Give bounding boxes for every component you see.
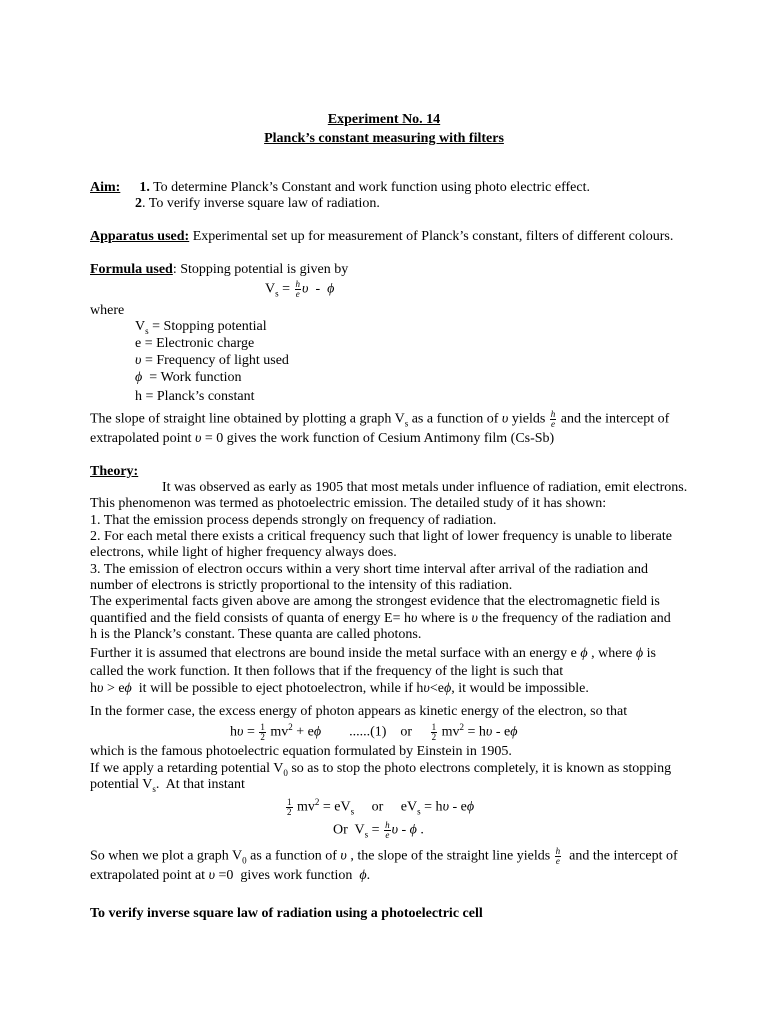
h-over-e-fraction: $\frac{h}{e}$ bbox=[295, 279, 301, 299]
theory-former-line: In the former case, the excess energy of photon appears as kinetic energy of the electron, so that bbox=[90, 704, 628, 719]
apparatus-line bbox=[90, 229, 673, 245]
aim-label: Aim: bbox=[90, 180, 121, 195]
slope-line-2: extrapolated point υ = 0 gives the work function of Cesium Antimony film (Cs-Sb) bbox=[90, 431, 555, 446]
equation-1: hυ = $\frac{1}{2}$ $mv^2 + e\phi$ ......(1) or $\frac{1}{2}$ $mv^2 = h\upsilon - e\phi$ bbox=[230, 722, 518, 742]
theory-line-8: The experimental facts given above are among the strongest evidence that the electromagnetic field is bbox=[90, 594, 660, 609]
theory-line-7: number of electrons is strictly proportional to the intensity of this radiation. bbox=[90, 578, 513, 593]
equation-2: $\frac{1}{2}$ $mv^2 = eV_s$ or $eV_s = h\upsilon - e\phi$ bbox=[287, 797, 475, 817]
one-half-fraction: $\frac{1}{2}$ bbox=[260, 722, 265, 742]
theory-retard-line: If we apply a retarding potential $V_0$ so as to stop the photo electrons completely, it is known as stopping bbox=[90, 761, 672, 778]
page-title: Experiment No. 14 bbox=[327, 112, 441, 127]
theory-condition-line: hυ > eϕ it will be possible to eject photoelectron, while if hυ<eϕ, it would be impossible. bbox=[90, 681, 589, 696]
where-label: where bbox=[90, 303, 125, 318]
theory-line-3: 1. That the emission process depends strongly on frequency of radiation. bbox=[90, 513, 497, 528]
theory-sowhen-line: So when we plot a graph $V_0$ as a function of υ , the slope of the straight line yields $\frac{h}{e}$ and the intercept of bbox=[90, 846, 678, 866]
equation-3: Or $V_s$ = $\frac{h}{e}$ υ - ϕ . bbox=[333, 820, 424, 840]
theory-potential-line: potential $V_s$. At that instant bbox=[90, 777, 245, 794]
aim-line-1 bbox=[90, 180, 590, 196]
def-h: h = Planck’s constant bbox=[135, 389, 255, 404]
def-vs: $V_s$ = Stopping potential bbox=[135, 319, 267, 336]
slope-line-1: The slope of straight line obtained by plotting a graph $V_s$ as a function of υ yields $\frac{h}{e}$ and the intercept of bbox=[90, 409, 670, 429]
theory-further-line: Further it is assumed that electrons are bound inside the metal surface with an energy e ϕ , where ϕ is bbox=[90, 646, 656, 661]
aim-item-1-text: To determine Planck’s Constant and work function using photo electric effect. bbox=[149, 180, 591, 195]
formula-label: Formula used bbox=[90, 262, 173, 277]
apparatus-label: Apparatus used: bbox=[90, 229, 190, 244]
theory-quanta-line: quantified and the field consists of quanta of energy E= hυ where is υ the frequency of the radiation and bbox=[90, 611, 671, 626]
aim-item-2-text: . To verify inverse square law of radiation. bbox=[142, 196, 380, 211]
h-over-e-fraction: $\frac{h}{e}$ bbox=[385, 820, 390, 840]
aim-item-1-num: 1. bbox=[139, 180, 150, 195]
aim-line-2 bbox=[135, 196, 380, 212]
theory-label: Theory: bbox=[90, 464, 139, 479]
page-subtitle: Planck’s constant measuring with filters bbox=[264, 131, 504, 146]
h-over-e-fraction: $\frac{h}{e}$ bbox=[550, 409, 556, 429]
theory-extrapolated-line: extrapolated point at υ =0 gives work function ϕ. bbox=[90, 868, 371, 883]
one-half-fraction: $\frac{1}{2}$ bbox=[431, 722, 437, 742]
one-half-fraction: $\frac{1}{2}$ bbox=[287, 797, 292, 817]
apparatus-text: Experimental set up for measurement of Planck’s constant, filters of different colours. bbox=[189, 229, 674, 244]
formula-equation: $V_s$ = $\frac{h}{e}$ υ - ϕ bbox=[265, 279, 335, 299]
aim-item-2-num: 2 bbox=[135, 196, 142, 211]
theory-called-line: called the work function. It then follows that if the frequency of the light is such that bbox=[90, 664, 564, 679]
def-phi: ϕ = Work function bbox=[135, 370, 242, 385]
section-heading-inverse-square: To verify inverse square law of radiation using a photoelectric cell bbox=[90, 906, 483, 921]
theory-planck-line: h is the Planck’s constant. These quanta are called photons. bbox=[90, 627, 422, 642]
theory-line-4: 2. For each metal there exists a critical frequency such that light of lower frequency is unable to liberate bbox=[90, 529, 672, 544]
theory-line-6: 3. The emission of electron occurs within a very short time interval after arrival of the radiation and bbox=[90, 562, 648, 577]
theory-line-2: This phenomenon was termed as photoelectric emission. The detailed study of it has shown: bbox=[90, 496, 607, 511]
h-over-e-fraction: $\frac{h}{e}$ bbox=[555, 846, 561, 866]
theory-einstein-line: which is the famous photoelectric equation formulated by Einstein in 1905. bbox=[90, 744, 512, 759]
def-nu: υ = Frequency of light used bbox=[135, 353, 289, 368]
theory-line-5: electrons, while light of higher frequency always does. bbox=[90, 545, 397, 560]
formula-line bbox=[90, 262, 348, 278]
def-e: e = Electronic charge bbox=[135, 336, 255, 351]
formula-text: : Stopping potential is given by bbox=[172, 262, 349, 277]
theory-line-1: It was observed as early as 1905 that most metals under influence of radiation, emit electrons. bbox=[162, 480, 688, 495]
